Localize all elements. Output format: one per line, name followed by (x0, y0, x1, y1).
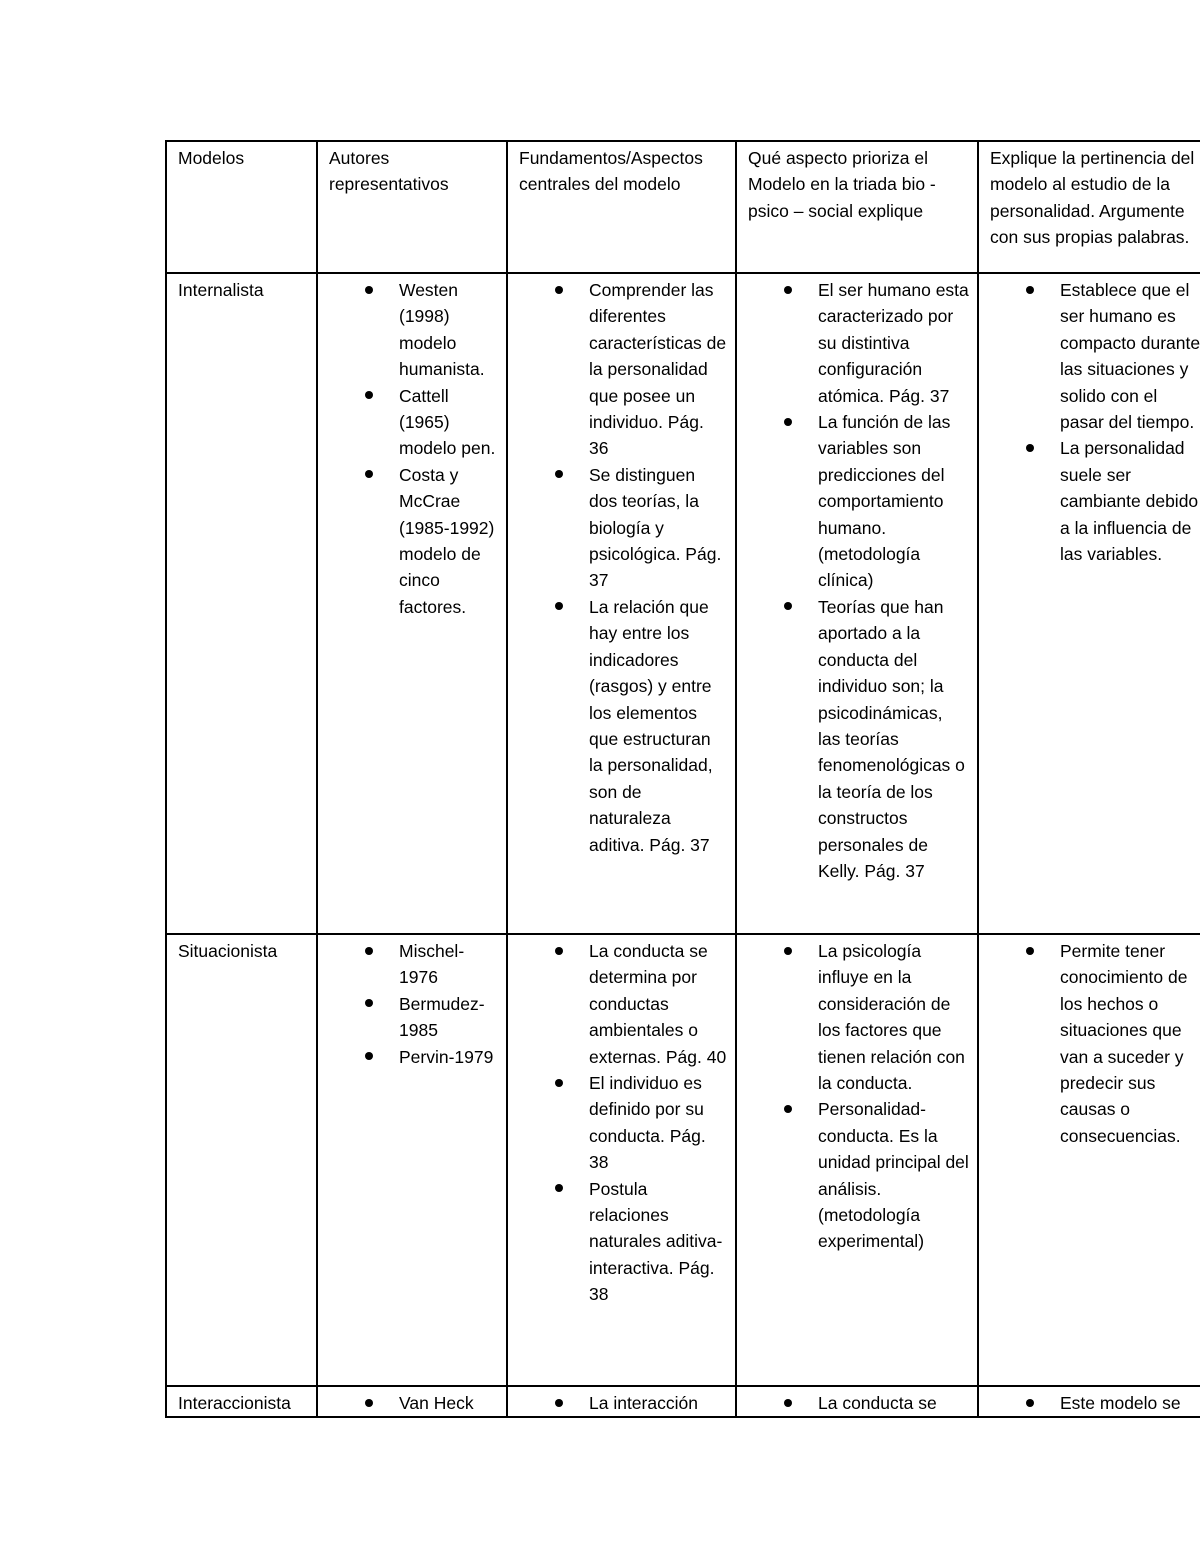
bullet-icon (555, 947, 563, 955)
list-item-text: Permite tener conocimiento de los hechos o situaciones que van a suceder y predecir sus causas o consecuencias. (1060, 941, 1188, 1146)
list-item (748, 594, 969, 884)
list-item-text: Personalidad-conducta. Es la unidad principal del análisis. (metodología experimental) (818, 1099, 969, 1252)
bullet-icon (365, 1399, 373, 1407)
bullet-icon (784, 602, 792, 610)
list-item-text: Establece que el ser humano es compacto durante las situaciones y solido con el pasar del tiempo. (1060, 280, 1200, 433)
list-item-text: La función de las variables son predicciones del comportamiento humano. (metodología clínica) (818, 412, 951, 591)
list-item-text: Van Heck (399, 1393, 474, 1413)
header-cell-pertinencia (978, 141, 1200, 273)
bullet-icon (784, 286, 792, 294)
list-item-text: Este modelo se (1060, 1393, 1181, 1413)
authors-list (329, 938, 498, 1070)
list-item-text: La psicología influye en la consideración de los factores que tienen relación con la conducta. (818, 941, 965, 1094)
list-item (748, 277, 969, 409)
authors-cell (317, 1386, 507, 1417)
fundamentos-cell (507, 934, 736, 1386)
authors-cell (317, 273, 507, 934)
header-text: Qué aspecto prioriza el Modelo en la triada bio -psico – social explique (748, 148, 936, 221)
model-cell (166, 273, 317, 934)
prioriza-list (748, 938, 969, 1255)
header-text: Fundamentos/Aspectos centrales del modelo (519, 148, 703, 195)
list-item (990, 435, 1200, 567)
pertinencia-cell (978, 1386, 1200, 1417)
list-item-text: El ser humano esta caracterizado por su distintiva configuración atómica. Pág. 37 (818, 280, 969, 406)
model-name: Situacionista (178, 941, 278, 961)
list-item-text: Comprender las diferentes características de la personalidad que posee un individuo. Pág. 36 (589, 280, 727, 459)
bullet-icon (555, 286, 563, 294)
list-item (519, 938, 727, 1070)
bullet-icon (1026, 444, 1034, 452)
list-item (748, 409, 969, 594)
list-item (329, 462, 498, 620)
list-item (329, 1390, 498, 1416)
list-item (990, 938, 1200, 1149)
bullet-icon (555, 602, 563, 610)
bullet-icon (1026, 1399, 1034, 1407)
list-item (519, 462, 727, 594)
header-cell-modelos (166, 141, 317, 273)
bullet-icon (555, 1399, 563, 1407)
header-text: Explique la pertinencia del modelo al estudio de la personalidad. Argumente con sus propias palabras. (990, 148, 1195, 248)
table-row (166, 1386, 1200, 1417)
list-item (748, 938, 969, 1096)
list-item (519, 1176, 727, 1308)
table-header-row (166, 141, 1200, 273)
list-item (990, 277, 1200, 435)
list-item (329, 991, 498, 1044)
bullet-icon (784, 418, 792, 426)
list-item-text: Costa y McCrae (1985-1992) modelo de cinco factores. (399, 464, 495, 617)
list-item-text: Postula relaciones naturales aditiva-interactiva. Pág. 38 (589, 1178, 723, 1305)
prioriza-list (748, 1390, 969, 1416)
model-cell (166, 934, 317, 1386)
personality-models-table (165, 140, 1200, 1418)
header-cell-prioriza (736, 141, 978, 273)
prioriza-cell (736, 1386, 978, 1417)
authors-list (329, 1390, 498, 1416)
fundamentos-cell (507, 1386, 736, 1417)
header-cell-autores (317, 141, 507, 273)
bullet-icon (555, 1184, 563, 1192)
model-name: Internalista (178, 280, 264, 300)
pertinencia-list (990, 938, 1200, 1149)
list-item (519, 1390, 727, 1416)
fundamentos-list (519, 938, 727, 1308)
list-item-text: Pervin-1979 (399, 1046, 494, 1067)
list-item (329, 1044, 498, 1070)
table-row (166, 934, 1200, 1386)
table-row (166, 273, 1200, 934)
list-item (329, 383, 498, 462)
list-item-text: Teorías que han aportado a la conducta del individuo son; la psicodinámicas, las teorías fenomenológicas o la teoría de los constructos personales de Kelly. Pág. 37 (818, 596, 965, 881)
bullet-icon (555, 1079, 563, 1087)
list-item-text: Mischel-1976 (399, 941, 465, 988)
list-item-text: Bermudez-1985 (399, 993, 485, 1041)
pertinencia-cell (978, 273, 1200, 934)
bullet-icon (784, 1399, 792, 1407)
list-item-text: Cattell (1965) modelo pen. (399, 385, 496, 459)
bullet-icon (555, 470, 563, 478)
list-item-text: La conducta se (818, 1393, 937, 1413)
list-item (519, 277, 727, 462)
list-item (990, 1390, 1200, 1416)
list-item-text: Se distinguen dos teorías, la biología y psicológica. Pág. 37 (589, 464, 722, 591)
list-item-text: La personalidad suele ser cambiante debido a la influencia de las variables. (1060, 438, 1199, 565)
list-item-text: La relación que hay entre los indicadores (rasgos) y entre los elementos que estructuran la personalidad, son de naturaleza aditiva. Pág. 37 (589, 596, 713, 855)
prioriza-list (748, 277, 969, 884)
list-item (748, 1390, 969, 1416)
authors-list (329, 277, 498, 620)
bullet-icon (365, 391, 373, 399)
model-name: Interaccionista (178, 1393, 291, 1413)
list-item (748, 1096, 969, 1254)
header-text: Autores representativos (329, 148, 449, 195)
prioriza-cell (736, 273, 978, 934)
list-item-text: Westen (1998) modelo humanista. (399, 280, 485, 380)
list-item (329, 277, 498, 383)
list-item (329, 938, 498, 991)
list-item-text: La interacción (589, 1393, 698, 1413)
list-item (519, 1070, 727, 1176)
model-cell (166, 1386, 317, 1417)
header-cell-fundamentos (507, 141, 736, 273)
authors-cell (317, 934, 507, 1386)
list-item (519, 594, 727, 858)
bullet-icon (1026, 947, 1034, 955)
bullet-icon (784, 947, 792, 955)
fundamentos-cell (507, 273, 736, 934)
bullet-icon (784, 1105, 792, 1113)
bullet-icon (365, 947, 373, 955)
list-item-text: El individuo es definido por su conducta. Pág. 38 (589, 1073, 706, 1173)
pertinencia-list (990, 1390, 1200, 1416)
fundamentos-list (519, 1390, 727, 1416)
prioriza-cell (736, 934, 978, 1386)
header-text: Modelos (178, 148, 245, 168)
bullet-icon (365, 1052, 373, 1060)
bullet-icon (365, 286, 373, 294)
bullet-icon (365, 470, 373, 478)
pertinencia-cell (978, 934, 1200, 1386)
bullet-icon (365, 999, 373, 1007)
list-item-text: La conducta se determina por conductas ambientales o externas. Pág. 40 (589, 941, 727, 1067)
pertinencia-list (990, 277, 1200, 567)
bullet-icon (1026, 286, 1034, 294)
fundamentos-list (519, 277, 727, 858)
